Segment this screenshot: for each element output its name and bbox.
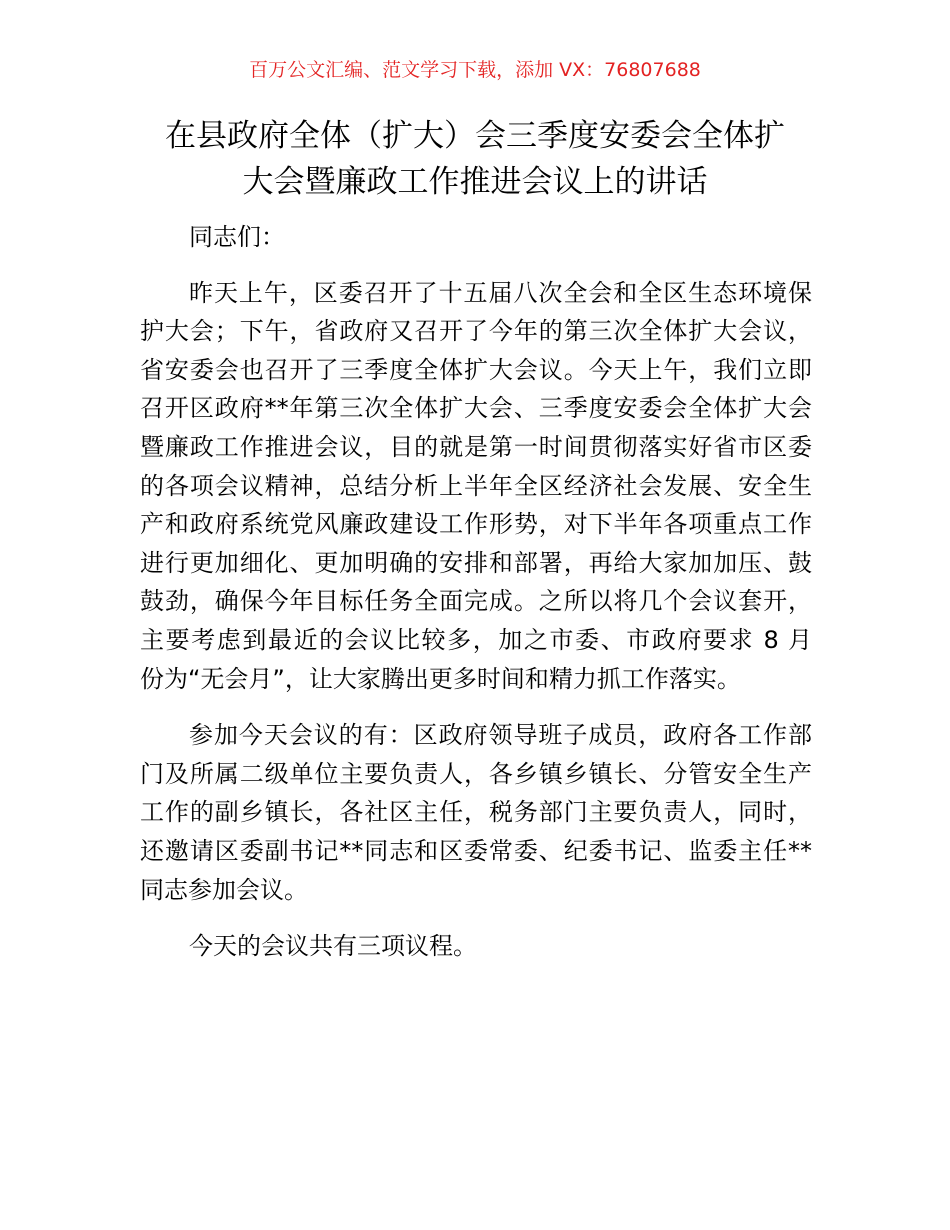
text-line: 今天的会议共有三项议程。 bbox=[189, 932, 477, 961]
text-line: 昨天上午，区委召开了十五届八次全会和全区生态环境保 bbox=[189, 278, 812, 307]
text-line: 召开区政府**年第三次全体扩大会、三季度安委会全体扩大会 bbox=[140, 394, 812, 423]
watermark-header: 百万公文汇编、范文学习下载，添加 VX：76807688 bbox=[249, 59, 701, 81]
text-line: 还邀请区委副书记**同志和区委常委、纪委书记、监委主任** bbox=[140, 836, 812, 865]
text-line: 省安委会也召开了三季度全体扩大会议。今天上午，我们立即 bbox=[140, 355, 812, 384]
text-line: 的各项会议精神，总结分析上半年全区经济社会发展、安全生 bbox=[140, 471, 812, 500]
text-line: 份为“无会月”，让大家腾出更多时间和精力抓工作落实。 bbox=[140, 664, 741, 693]
document-body bbox=[140, 218, 812, 966]
text-line: 参加今天会议的有：区政府领导班子成员，政府各工作部 bbox=[189, 721, 812, 750]
text-line: 工作的副乡镇长，各社区主任，税务部门主要负责人，同时， bbox=[140, 798, 812, 827]
title-line: 在县政府全体（扩大）会三季度安委会全体扩 bbox=[165, 118, 785, 154]
text-line: 产和政府系统党风廉政建设工作形势，对下半年各项重点工作 bbox=[140, 510, 812, 539]
text-line: 暨廉政工作推进会议，目的就是第一时间贯彻落实好省市区委 bbox=[140, 432, 812, 461]
paragraph-attendees bbox=[140, 716, 812, 909]
text-line: 主要考虑到最近的会议比较多，加之市委、市政府要求 8 月 bbox=[140, 625, 812, 654]
text-line: 同志参加会议。 bbox=[140, 875, 308, 904]
salutation: 同志们： bbox=[189, 223, 285, 251]
paragraph-opening bbox=[140, 274, 812, 699]
text-line: 门及所属二级单位主要负责人，各乡镇乡镇长、分管安全生产 bbox=[140, 759, 812, 788]
text-line: 鼓劲，确保今年目标任务全面完成。之所以将几个会议套开， bbox=[140, 587, 812, 616]
title-line: 大会暨廉政工作推进会议上的讲话 bbox=[242, 164, 708, 200]
text-line: 护大会；下午，省政府又召开了今年的第三次全体扩大会议， bbox=[140, 317, 812, 346]
paragraph-agenda bbox=[140, 927, 812, 966]
text-line: 进行更加细化、更加明确的安排和部署，再给大家加加压、鼓 bbox=[140, 548, 812, 577]
document-title bbox=[120, 113, 830, 205]
